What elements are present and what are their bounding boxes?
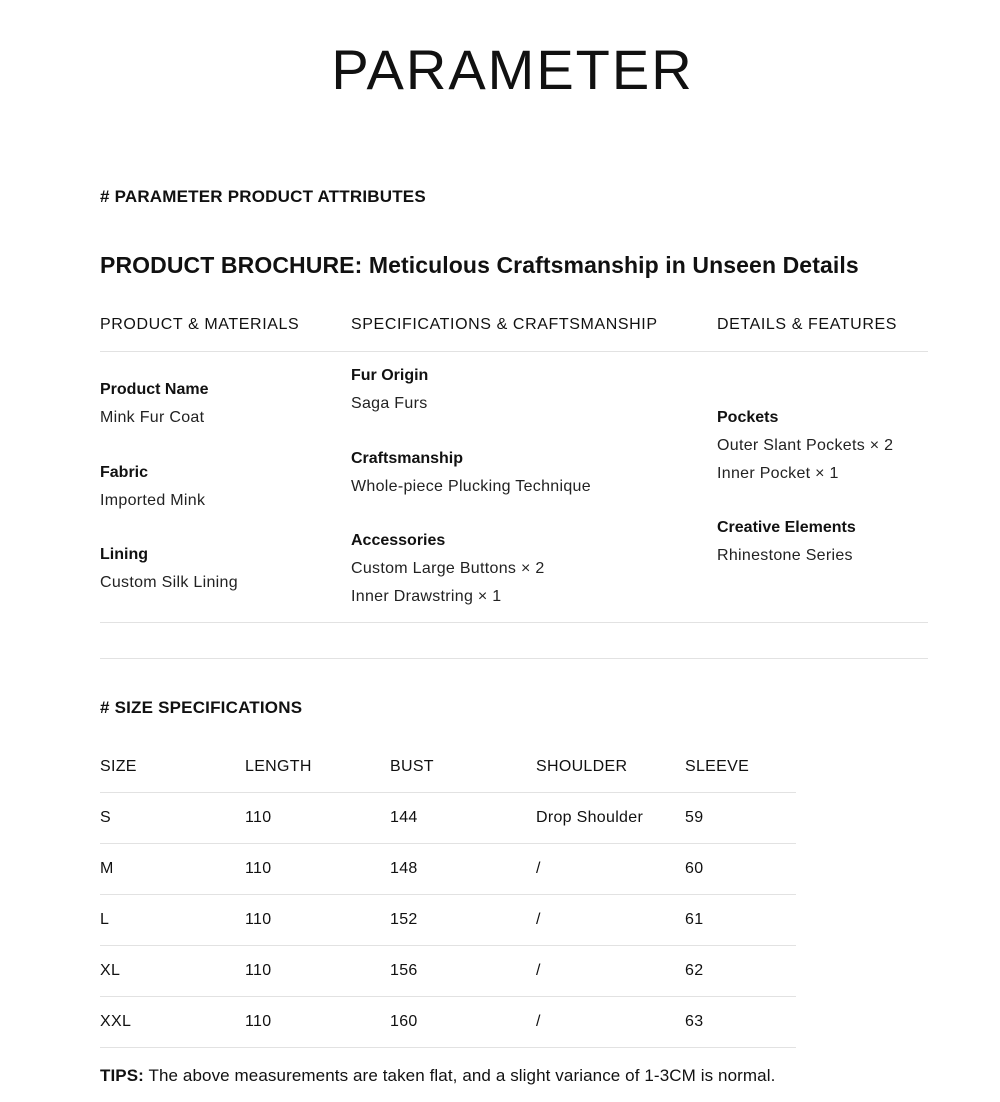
table-row bbox=[100, 895, 796, 946]
sleeve-cell: 59 bbox=[685, 793, 796, 844]
table-row bbox=[100, 997, 796, 1048]
table-row bbox=[100, 793, 796, 844]
table-row bbox=[100, 844, 796, 895]
column-header-specifications-craftsmanship: SPECIFICATIONS & CRAFTSMANSHIP bbox=[351, 316, 658, 333]
attribute-label: Fabric bbox=[100, 464, 149, 481]
shoulder-cell: / bbox=[536, 895, 685, 946]
attribute-fur-origin bbox=[351, 362, 428, 418]
length-cell: 110 bbox=[245, 997, 390, 1048]
attribute-value: Saga Furs bbox=[351, 395, 428, 412]
size-cell: L bbox=[100, 895, 245, 946]
attribute-label: Creative Elements bbox=[717, 519, 856, 536]
divider bbox=[100, 658, 928, 659]
attribute-label: Craftsmanship bbox=[351, 450, 464, 467]
attribute-value: Whole-piece Plucking Technique bbox=[351, 478, 591, 495]
shoulder-cell: Drop Shoulder bbox=[536, 793, 685, 844]
column-header-details-features: DETAILS & FEATURES bbox=[717, 316, 898, 333]
bust-cell: 156 bbox=[390, 946, 536, 997]
size-cell: XXL bbox=[100, 997, 245, 1048]
size-heading: # SIZE SPECIFICATIONS bbox=[100, 698, 303, 717]
attribute-label: Fur Origin bbox=[351, 367, 429, 384]
bust-cell: 148 bbox=[390, 844, 536, 895]
page-title: PARAMETER bbox=[331, 38, 694, 101]
shoulder-cell: / bbox=[536, 946, 685, 997]
sleeve-cell: 60 bbox=[685, 844, 796, 895]
attribute-value: Mink Fur Coat bbox=[100, 409, 205, 426]
shoulder-cell: / bbox=[536, 844, 685, 895]
column-header-bust: BUST bbox=[390, 742, 536, 793]
column-header-sleeve: SLEEVE bbox=[685, 742, 796, 793]
size-cell: M bbox=[100, 844, 245, 895]
sleeve-cell: 62 bbox=[685, 946, 796, 997]
length-cell: 110 bbox=[245, 895, 390, 946]
attribute-label: Product Name bbox=[100, 381, 209, 398]
shoulder-cell: / bbox=[536, 997, 685, 1048]
divider bbox=[100, 622, 928, 623]
attribute-value: Custom Large Buttons × 2 bbox=[351, 560, 545, 577]
size-table-header-row bbox=[100, 742, 796, 793]
length-cell: 110 bbox=[245, 844, 390, 895]
column-header-shoulder: SHOULDER bbox=[536, 742, 685, 793]
column-header-product-materials: PRODUCT & MATERIALS bbox=[100, 316, 300, 333]
brochure-title: PRODUCT BROCHURE: Meticulous Craftsmanship in Unseen Details bbox=[100, 252, 859, 278]
attribute-label: Pockets bbox=[717, 409, 779, 426]
attribute-fabric bbox=[100, 459, 205, 515]
attribute-value: Rhinestone Series bbox=[717, 547, 853, 564]
tips-note bbox=[100, 1066, 775, 1086]
attribute-pockets bbox=[717, 404, 893, 488]
sleeve-cell: 61 bbox=[685, 895, 796, 946]
column-header-length: LENGTH bbox=[245, 742, 390, 793]
bust-cell: 152 bbox=[390, 895, 536, 946]
divider bbox=[100, 351, 928, 352]
size-cell: XL bbox=[100, 946, 245, 997]
attribute-value: Outer Slant Pockets × 2 bbox=[717, 437, 894, 454]
attribute-craftsmanship bbox=[351, 445, 591, 501]
attribute-creative-elements bbox=[717, 514, 856, 570]
attribute-accessories bbox=[351, 527, 545, 611]
table-row bbox=[100, 946, 796, 997]
size-cell: S bbox=[100, 793, 245, 844]
tips-text: The above measurements are taken flat, and a slight variance of 1-3CM is normal. bbox=[148, 1066, 776, 1085]
sleeve-cell: 63 bbox=[685, 997, 796, 1048]
bust-cell: 144 bbox=[390, 793, 536, 844]
length-cell: 110 bbox=[245, 946, 390, 997]
bust-cell: 160 bbox=[390, 997, 536, 1048]
attribute-value: Inner Pocket × 1 bbox=[717, 465, 839, 482]
attribute-value: Imported Mink bbox=[100, 492, 206, 509]
tips-label: TIPS: bbox=[100, 1066, 144, 1085]
size-table bbox=[100, 742, 796, 1048]
attribute-product-name bbox=[100, 376, 208, 432]
attribute-value: Custom Silk Lining bbox=[100, 574, 238, 591]
attributes-heading: # PARAMETER PRODUCT ATTRIBUTES bbox=[100, 187, 426, 206]
column-header-size: SIZE bbox=[100, 742, 245, 793]
attribute-value: Inner Drawstring × 1 bbox=[351, 588, 502, 605]
attribute-label: Lining bbox=[100, 546, 148, 563]
length-cell: 110 bbox=[245, 793, 390, 844]
attribute-label: Accessories bbox=[351, 532, 446, 549]
attribute-lining bbox=[100, 541, 238, 597]
